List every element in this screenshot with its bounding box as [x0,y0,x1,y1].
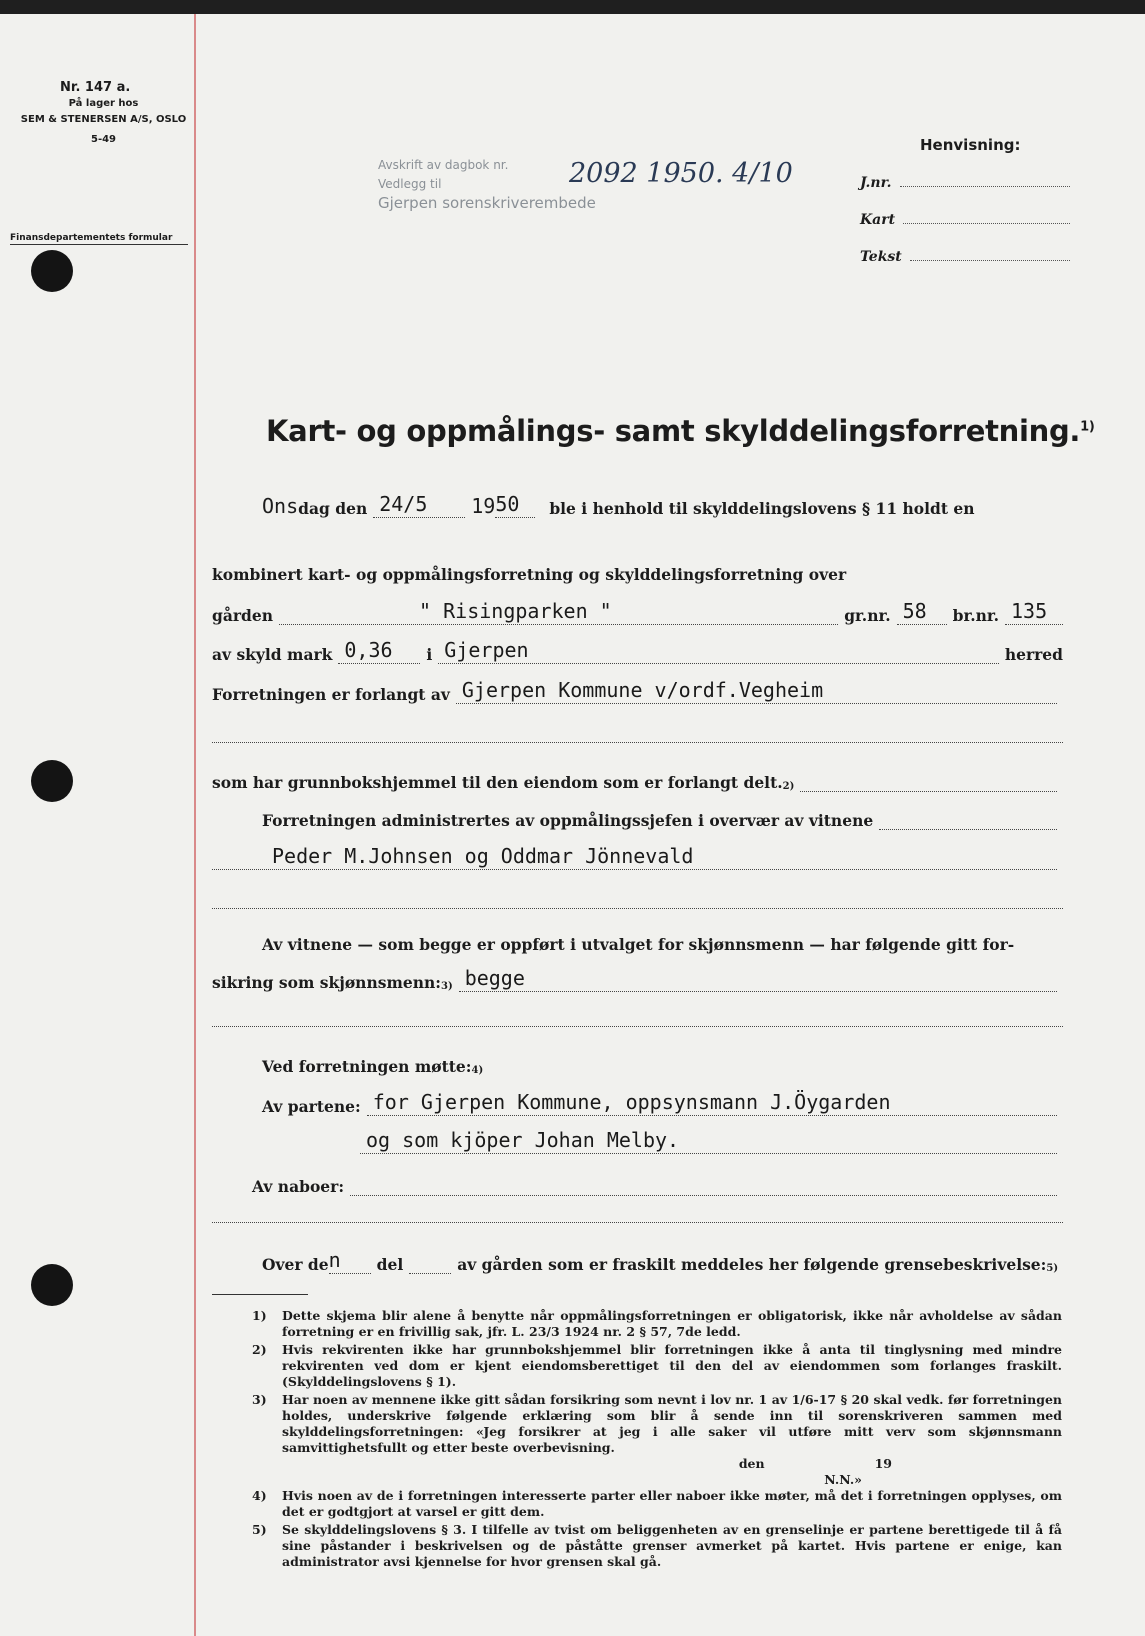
tekst-label: Tekst [860,249,902,265]
form-number: Nr. 147 a. [60,80,131,95]
blank-line[interactable] [212,742,1063,743]
farm-name-field[interactable]: " Risingparken " [279,599,838,625]
admin-line [262,800,1063,830]
grnr-label: gr.nr. [844,606,891,625]
form-info [16,80,191,148]
parties-field-2[interactable]: og som kjöper Johan Melby. [360,1128,1057,1154]
ministry-label: Finansdepartementets formular [10,233,188,245]
reference-block [860,136,1070,265]
neighbours-line [252,1166,1063,1196]
footnote [252,1392,1062,1488]
footnote-signature [282,1456,1062,1472]
grnr-field[interactable]: 58 [897,599,947,625]
publisher: SEM & STENERSEN A/S, OSLO [20,114,187,125]
requested-label: Forretningen er forlangt av [212,685,450,704]
witness-line [212,840,1063,870]
footnote [252,1488,1062,1520]
journal-number: 2092 1950. 4/10 [569,158,793,189]
year-prefix: 19 [471,494,496,518]
punch-hole [31,760,73,802]
edition: 5-49 [90,134,117,145]
line1-rest: ble i henhold til skylddelingslovens § 11 holdt en [549,499,975,518]
vitner-line-2 [212,962,1063,992]
municipality-field[interactable]: Gjerpen [438,638,999,664]
footnote-mark: 2) [252,1342,267,1357]
title-footnote-mark: 1) [1080,419,1095,435]
footnote-mark: 4) [252,1488,267,1503]
grunnbok-field[interactable] [800,790,1057,792]
del-label: del [376,1255,404,1274]
farm-line [212,595,1063,625]
day-prefix: Ons [262,494,299,518]
over-rest: av gården som er fraskilt meddeles her følgende grensebeskrivelse: [457,1255,1047,1274]
footnote [252,1342,1062,1390]
brnr-label: br.nr. [952,606,999,625]
brnr-field[interactable]: 135 [1005,599,1063,625]
boundary-line [262,1244,1063,1274]
met-line [262,1046,483,1076]
skyld-line [212,634,1063,664]
punch-hole [31,250,73,292]
admin-text: Forretningen administrertes av oppmålingssjefen i overvær av vitnene [262,811,874,830]
punch-hole [31,1264,73,1306]
margin-rule [194,14,196,1636]
grunnbok-line [212,762,1063,792]
witnesses-field[interactable]: Peder M.Johnsen og Oddmar Jönnevald [212,844,1057,870]
del-field[interactable] [409,1272,451,1274]
footnote-text: Hvis rekvirenten ikke har grunnbokshjemmel blir forretningen ikke å anta til tinglysning med mindre rekvirenten ved dom er kjent eiendomsberettiget til den del av eiendommen som forlanges fraskilt. (Skylddelingslovens § 1). [282,1342,1062,1389]
vitner-label: sikring som skjønnsmenn: [212,973,441,992]
requested-line [212,674,1063,704]
skyld-field[interactable]: 0,36 [338,638,420,664]
jnr-field[interactable] [860,154,1070,191]
reference-heading: Henvisning: [920,136,1021,154]
day-suffix: dag den [298,499,368,518]
over-field[interactable]: n [329,1248,371,1274]
met-label: Ved forretningen møtte: [262,1057,472,1076]
date-field[interactable]: 24/5 [373,492,465,518]
i-label: i [426,645,433,664]
registry-stamp [378,156,596,213]
vitner-fn: 3) [440,981,453,992]
footnote-mark: 3) [252,1392,267,1407]
sig-den: den [738,1456,765,1471]
form-page [0,14,1145,1636]
over-prefix: Over de [262,1255,329,1274]
neighbours-field[interactable] [350,1194,1057,1196]
sig-nn: N.N.» [824,1472,862,1487]
parties-line-2 [360,1124,1063,1154]
blank-line[interactable] [212,908,1063,909]
stamp-line-2: Vedlegg til [378,177,442,191]
farm-label: gården [212,606,274,625]
over-fn: 5) [1046,1263,1059,1274]
vitner-field[interactable]: begge [459,966,1057,992]
footnote [252,1522,1062,1570]
blank-line[interactable] [212,1026,1063,1027]
footnote-mark: 5) [252,1522,267,1537]
sig-year: 19 [874,1456,892,1471]
vitner-line-1: Av vitnene — som begge er oppført i utvalget for skjønnsmenn — har følgende gitt for- [262,935,1015,954]
footnote-text: Dette skjema blir alene å benytte når oppmålingsforretningen er obligatorisk, ikke når avholdelse av sådan forretning er en frivillig sak, jfr. L. 23/3 1924 nr. 2 § 57, 7de ledd. [282,1308,1062,1339]
blank-line[interactable] [212,1222,1063,1223]
requested-by-field[interactable]: Gjerpen Kommune v/ordf.Vegheim [456,678,1057,704]
footnote-text: Har noen av mennene ikke gitt sådan forsikring som nevnt i lov nr. 1 av 1/6-17 § 20 skal vedk. før forretningen holdes, underskrive følgende erklæring som blir å sende inn til sorenskriveren sammen med skylddelingsforretningen: «Jeg forsikrer at jeg i alle saker vil utføre mitt verv som skjønnsmann samvittighetsfullt og etter beste overbevisning. [282,1392,1062,1455]
kart-label: Kart [860,212,896,228]
herred-label: herred [1004,645,1063,664]
footnote-mark: 1) [252,1308,267,1323]
stock-line: På lager hos [68,98,139,109]
parties-line [262,1086,1063,1116]
footnote-text: Se skylddelingslovens § 3. I tilfelle av tvist om beliggenheten av en grenselinje er partene berettigede til å få sine påstander i beskrivelsen og de påståtte grenser avmerket på kartet. Hvis partene er enige, kan administrator avsi kjennelse for hvor grensen skal gå. [282,1522,1062,1569]
document-title [266,414,1095,448]
line-2: kombinert kart- og oppmålingsforretning og skylddelingsforretning over [212,565,847,584]
date-line [262,488,1063,518]
grunnbok-text: som har grunnbokshjemmel til den eiendom som er forlangt delt. [212,773,783,792]
parties-label: Av partene: [262,1097,361,1116]
skyld-label: av skyld mark [212,645,333,664]
kart-field[interactable] [860,191,1070,228]
met-fn: 4) [471,1065,484,1076]
grunnbok-fn: 2) [782,781,795,792]
stamp-office: Gjerpen sorenskriverembede [378,194,596,212]
year-field[interactable]: 50 [495,492,535,518]
stamp-line-1: Avskrift av dagbok nr. [378,158,509,172]
neighbours-label: Av naboer: [252,1177,345,1196]
admin-field[interactable] [879,828,1057,830]
title-text: Kart- og oppmålings- samt skylddelingsforretning. [266,414,1081,448]
parties-field-1[interactable]: for Gjerpen Kommune, oppsynsmann J.Öygarden [367,1090,1057,1116]
footnote-text: Hvis noen av de i forretningen interesserte parter eller naboer ikke møter, må det i forretningen opplyses, om det er godtgjort at varsel er gitt dem. [282,1488,1062,1519]
footnote-separator [212,1294,308,1295]
tekst-field[interactable] [860,228,1070,265]
footnote [252,1308,1062,1340]
jnr-label: J.nr. [860,175,892,191]
